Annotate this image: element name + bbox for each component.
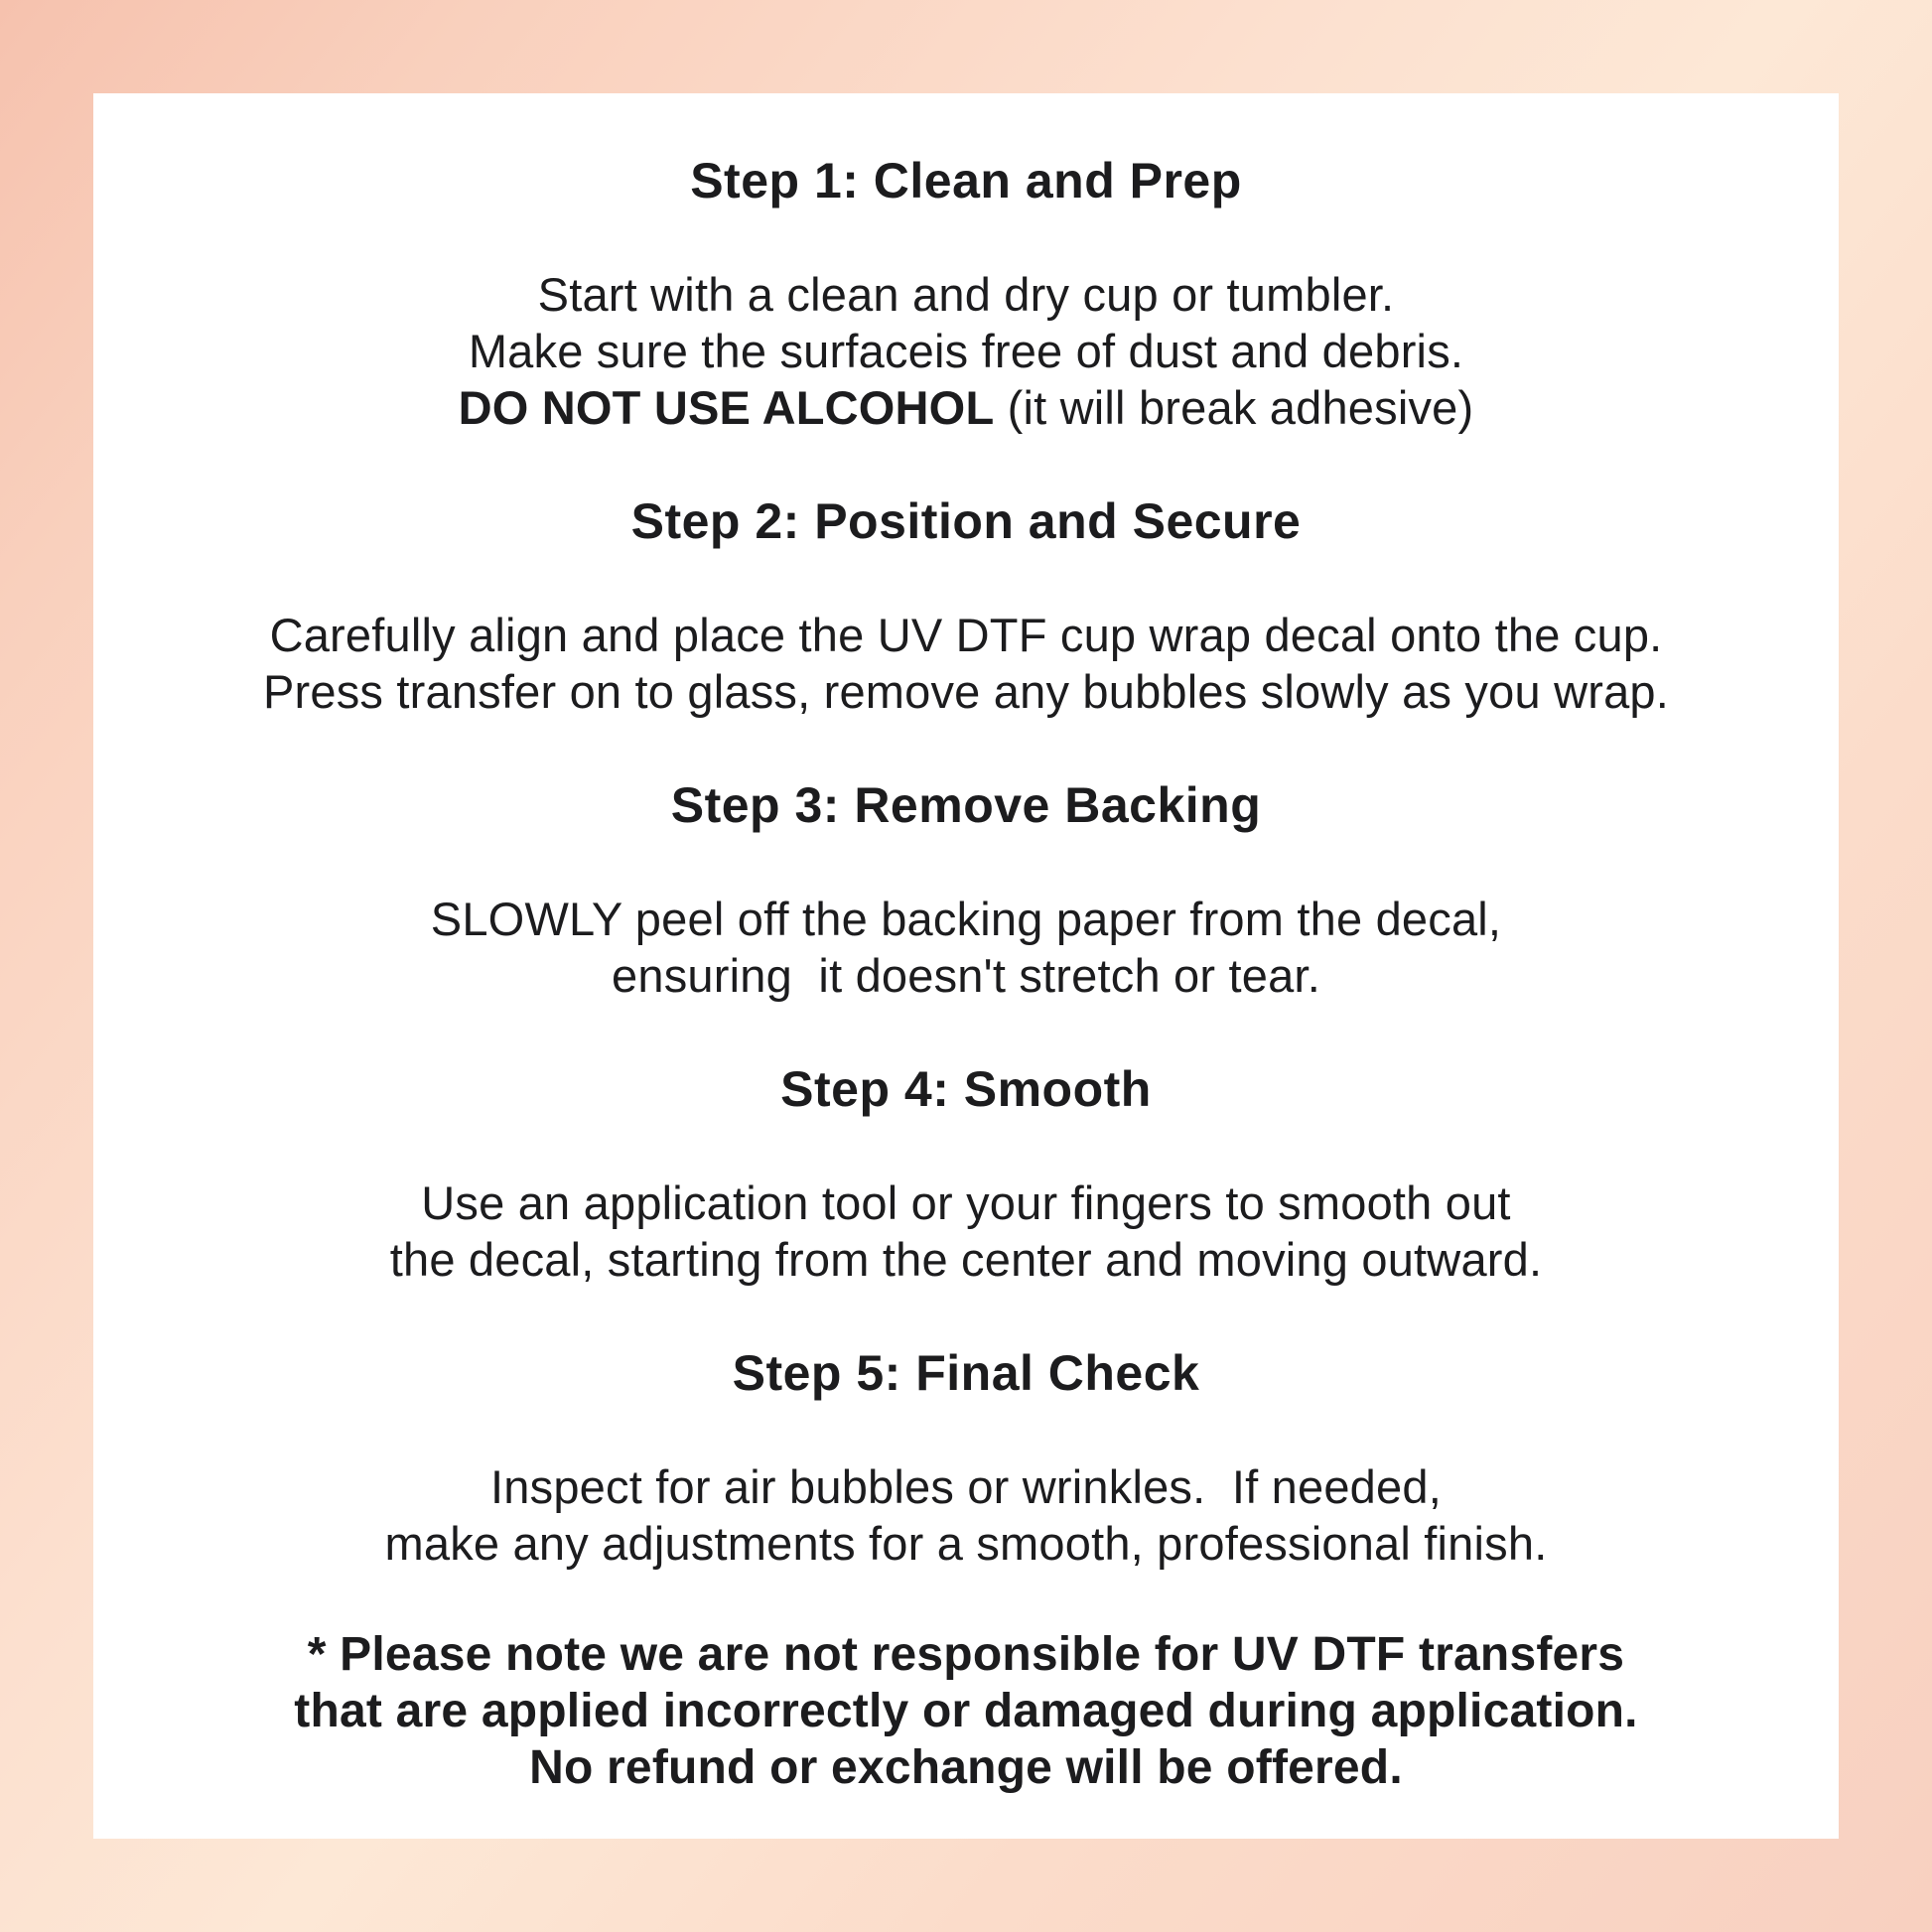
step-2-heading: Step 2: Position and Secure bbox=[630, 493, 1302, 549]
step-5-body bbox=[385, 1458, 1548, 1572]
step-1-line-1: Start with a clean and dry cup or tumbler. bbox=[537, 268, 1395, 321]
step-1-line-2: Make sure the surfaceis free of dust and debris. bbox=[468, 325, 1464, 377]
step-4-line-2: the decal, starting from the center and moving outward. bbox=[389, 1233, 1543, 1286]
step-2-line-2: Press transfer on to glass, remove any bubbles slowly as you wrap. bbox=[262, 665, 1670, 718]
step-3-heading: Step 3: Remove Backing bbox=[670, 777, 1262, 833]
alcohol-warning-rest: (it will break adhesive) bbox=[994, 381, 1474, 434]
disclaimer-line-1: * Please note we are not responsible for UV DTF transfers bbox=[307, 1628, 1625, 1681]
step-4-heading: Step 4: Smooth bbox=[780, 1061, 1152, 1117]
instruction-card bbox=[93, 93, 1839, 1839]
alcohol-warning-bold: DO NOT USE ALCOHOL bbox=[458, 381, 995, 434]
step-3-line-2: ensuring it doesn't stretch or tear. bbox=[612, 949, 1320, 1002]
step-1-body bbox=[459, 266, 1474, 436]
step-2-line-1: Carefully align and place the UV DTF cup wrap decal onto the cup. bbox=[269, 609, 1663, 661]
step-3-line-1: SLOWLY peel off the backing paper from the decal, bbox=[430, 893, 1502, 945]
step-2-body bbox=[263, 607, 1669, 720]
disclaimer-footnote bbox=[294, 1626, 1637, 1796]
step-1-heading: Step 1: Clean and Prep bbox=[690, 153, 1242, 208]
step-4-line-1: Use an application tool or your fingers to smooth out bbox=[421, 1176, 1511, 1229]
step-4-body bbox=[390, 1174, 1543, 1288]
disclaimer-line-2: that are applied incorrectly or damaged during application. bbox=[294, 1685, 1638, 1737]
step-5-line-1: Inspect for air bubbles or wrinkles. If needed, bbox=[490, 1460, 1442, 1513]
disclaimer-line-3: No refund or exchange will be offered. bbox=[529, 1741, 1403, 1794]
step-5-line-2: make any adjustments for a smooth, professional finish. bbox=[384, 1517, 1548, 1570]
step-3-body bbox=[431, 891, 1501, 1004]
alcohol-warning-line bbox=[459, 379, 1474, 436]
step-5-heading: Step 5: Final Check bbox=[732, 1345, 1200, 1401]
